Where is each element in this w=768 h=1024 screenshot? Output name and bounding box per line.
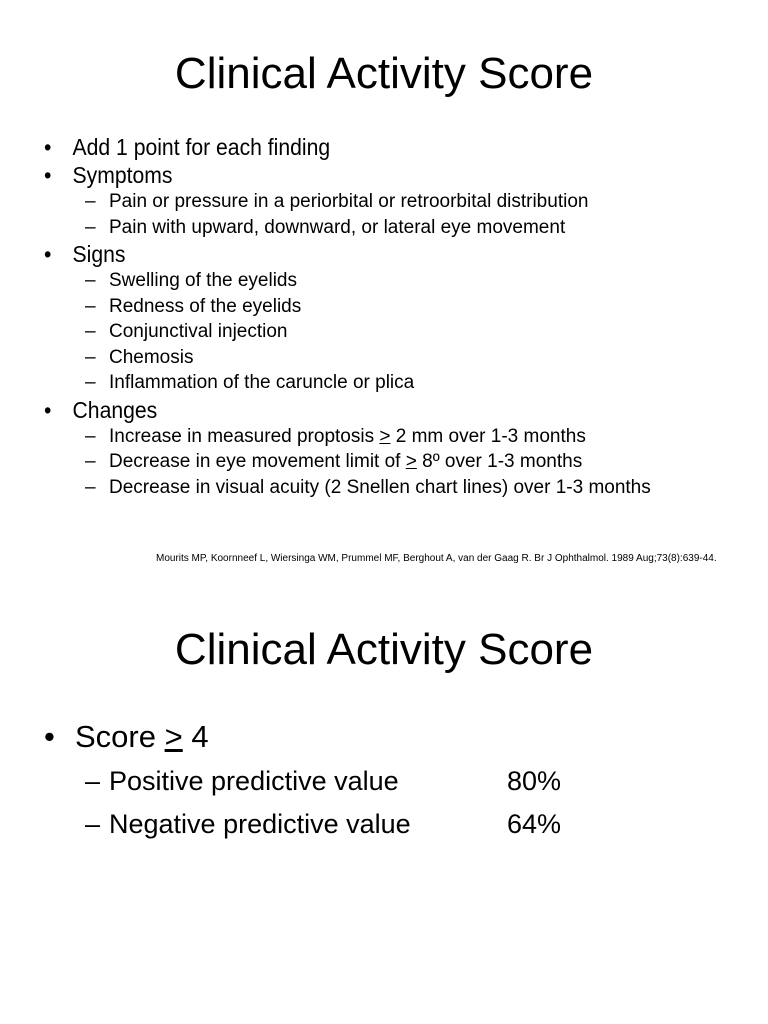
sub-bullet bbox=[44, 215, 744, 241]
score-sublist-wrap bbox=[44, 760, 744, 846]
sub-bullet-text: Decrease in visual acuity (2 Snellen chart lines) over 1-3 months bbox=[109, 476, 651, 498]
sub-bullet bbox=[44, 294, 744, 320]
dash-marker: – bbox=[85, 372, 96, 393]
sub-bullet-text: Inflammation of the caruncle or plica bbox=[109, 372, 415, 393]
signs-sublist bbox=[44, 268, 744, 396]
sub-bullet-text: Pain with upward, downward, or lateral eye movement bbox=[109, 216, 566, 238]
bullet-list bbox=[44, 714, 744, 846]
sub-bullet bbox=[44, 345, 744, 371]
dash-marker: – bbox=[85, 216, 96, 238]
dash-marker: – bbox=[85, 295, 96, 317]
dash-marker: – bbox=[85, 451, 96, 472]
slide-title: Clinical Activity Score bbox=[174, 625, 594, 674]
sub-bullet-text: Pain or pressure in a periorbital or retroorbital distribution bbox=[109, 191, 589, 212]
sub-bullet-text: Swelling of the eyelids bbox=[109, 270, 297, 291]
sub-bullet-movement bbox=[44, 449, 744, 475]
sub-bullet-text: Chemosis bbox=[109, 346, 194, 368]
sub-bullet-text: Conjunctival injection bbox=[109, 321, 288, 342]
sub-bullet-npv bbox=[44, 803, 744, 846]
bullet-list bbox=[44, 133, 744, 500]
npv-value: 64% bbox=[507, 809, 562, 839]
changes-sublist bbox=[44, 424, 744, 501]
sub-bullet-proptosis bbox=[44, 424, 744, 450]
text-prefix: Score bbox=[75, 719, 165, 754]
bullet-signs bbox=[44, 240, 688, 268]
bullet-changes bbox=[44, 396, 688, 424]
citation: Mourits MP, Koornneef L, Wiersinga WM, Prummel MF, Berghout A, van der Gaag R. Br J Ophthalmol. 1989 Aug;73(8):639-44. bbox=[156, 553, 717, 564]
text-prefix: Increase in measured proptosis bbox=[109, 425, 380, 447]
text-suffix: 4 bbox=[182, 719, 209, 754]
bullet-label: Signs bbox=[72, 241, 126, 267]
sub-bullet-ppv bbox=[44, 760, 744, 803]
npv-label: Negative predictive value bbox=[109, 809, 411, 839]
greater-equal-symbol: > bbox=[405, 451, 417, 472]
bullet-score bbox=[44, 714, 744, 760]
sub-bullet bbox=[44, 319, 744, 345]
dash-marker: – bbox=[85, 321, 96, 342]
slide-title: Clinical Activity Score bbox=[174, 49, 594, 98]
changes-sublist-wrap bbox=[44, 424, 744, 501]
dash-marker: – bbox=[85, 270, 96, 291]
text-suffix: 8º over 1-3 months bbox=[416, 451, 583, 472]
slide-2 bbox=[0, 576, 768, 1024]
symptoms-sublist-wrap bbox=[44, 189, 744, 240]
dash-marker: – bbox=[85, 346, 96, 368]
score-sublist bbox=[44, 760, 744, 846]
bullet-label: Changes bbox=[72, 396, 158, 423]
greater-equal-symbol: > bbox=[379, 425, 391, 447]
dash-marker: – bbox=[85, 809, 101, 839]
bullet-add-point: • Add 1 point for each finding bbox=[44, 133, 688, 161]
bullet-label: Symptoms bbox=[72, 162, 173, 188]
greater-equal-symbol: > bbox=[164, 719, 183, 754]
text-suffix: 2 mm over 1-3 months bbox=[390, 425, 586, 447]
sub-bullet bbox=[44, 189, 744, 215]
dash-marker: – bbox=[85, 476, 96, 498]
ppv-value: 80% bbox=[507, 766, 562, 796]
signs-sublist-wrap bbox=[44, 268, 744, 396]
text-prefix: Decrease in eye movement limit of bbox=[109, 451, 406, 472]
sub-bullet-text: Redness of the eyelids bbox=[109, 295, 302, 317]
bullet-symptoms bbox=[44, 161, 688, 189]
symptoms-sublist bbox=[44, 189, 744, 240]
ppv-label: Positive predictive value bbox=[109, 766, 399, 796]
sub-bullet bbox=[44, 370, 744, 396]
sub-bullet-acuity bbox=[44, 475, 744, 501]
dash-marker: – bbox=[85, 191, 96, 212]
dash-marker: – bbox=[85, 425, 96, 447]
dash-marker: – bbox=[85, 766, 101, 796]
sub-bullet bbox=[44, 268, 744, 294]
